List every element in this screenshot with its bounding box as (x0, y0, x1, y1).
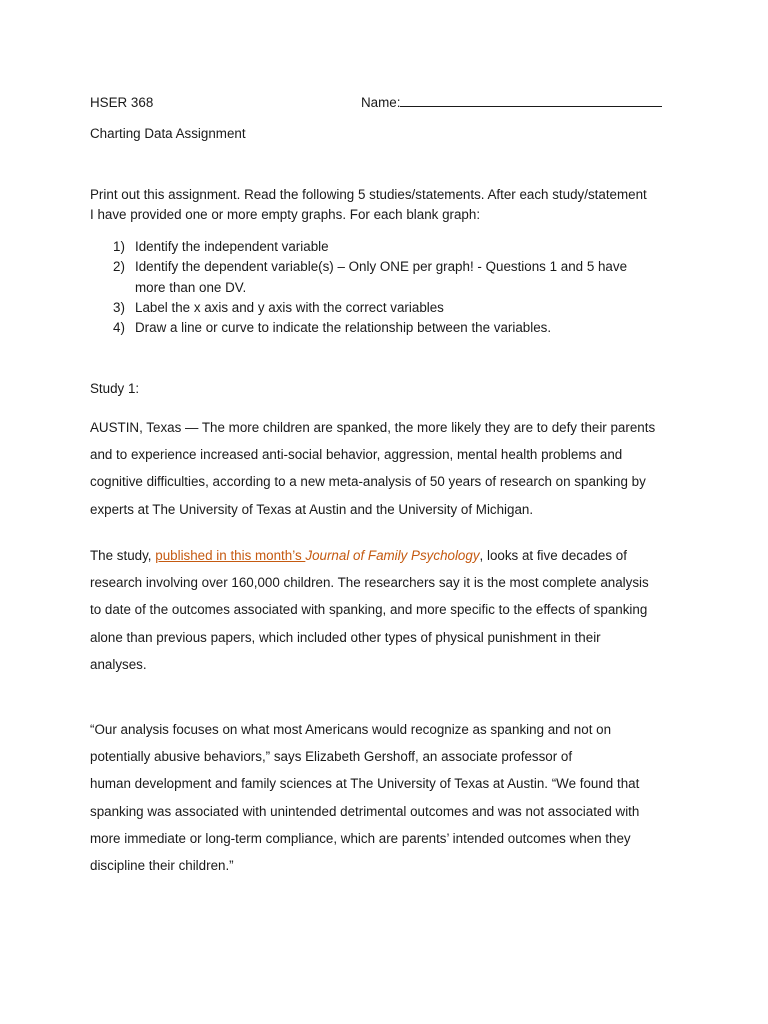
paragraph-line: spanking was associated with unintended detrimental outcomes and was not associated with (90, 803, 640, 819)
paragraph-line (90, 542, 690, 569)
paragraph-line: and to experience increased anti-social behavior, aggression, mental health problems and (90, 447, 623, 463)
paragraph-line: human development and family sciences at The University of Texas at Austin. “We found that (90, 776, 640, 792)
list-item (90, 237, 690, 257)
list-item (90, 257, 690, 298)
paragraph-line: alone than previous papers, which included other types of physical punishment in their (90, 629, 601, 645)
paragraph-line: more immediate or long-term compliance, which are parents’ intended outcomes when they (90, 830, 631, 846)
list-number: 4) (113, 320, 125, 336)
instructions-line-1: Print out this assignment. Read the following 5 studies/statements. After each study/statement (90, 187, 647, 202)
list-item (90, 318, 690, 338)
list-number: 3) (113, 299, 125, 315)
name-label: Name: (361, 95, 401, 110)
list-item-text: Draw a line or curve to indicate the relationship between the variables. (135, 320, 552, 336)
paragraph-line: cognitive difficulties, according to a new meta-analysis of 50 years of research on spanking by (90, 474, 646, 490)
paragraph-line: potentially abusive behaviors,” says Elizabeth Gershoff, an associate professor of (90, 749, 573, 765)
name-blank-line[interactable] (400, 94, 662, 107)
assignment-title: Charting Data Assignment (90, 126, 246, 141)
paragraph-line: experts at The University of Texas at Austin and the University of Michigan. (90, 501, 534, 517)
paragraph-suffix: , looks at five decades of (479, 548, 627, 563)
paragraph-line: research involving over 160,000 children. The researchers say it is the most complete analysis (90, 575, 649, 591)
list-item (90, 298, 690, 318)
study-paragraph-2 (90, 542, 690, 678)
list-item-text: Label the x axis and y axis with the correct variables (135, 299, 444, 315)
course-code: HSER 368 (90, 95, 154, 110)
paragraph-line: to date of the outcomes associated with spanking, and more specific to the effects of spanking (90, 602, 648, 618)
journal-title[interactable]: Journal of Family Psychology (305, 548, 480, 563)
study-paragraph-1 (90, 414, 690, 523)
list-item-text: more than one DV. (135, 279, 247, 295)
list-item-text: Identify the independent variable (135, 239, 329, 254)
journal-link[interactable] (155, 548, 305, 563)
paragraph-line: analyses. (90, 656, 147, 672)
list-number: 1) (113, 239, 125, 254)
paragraph-prefix: The study, (90, 548, 156, 563)
paragraph-line: AUSTIN, Texas — The more children are spanked, the more likely they are to defy their parents (90, 420, 656, 435)
study-paragraph-3 (90, 716, 690, 879)
instruction-list (90, 237, 690, 338)
study-heading: Study 1: (90, 381, 140, 396)
instructions-line-2: I have provided one or more empty graphs. For each blank graph: (90, 207, 481, 222)
paragraph-line: discipline their children.” (90, 858, 234, 874)
journal-link-text: published in this month’s (155, 548, 306, 563)
list-number: 2) (113, 259, 125, 275)
list-item-text: Identify the dependent variable(s) – Only ONE per graph! - Questions 1 and 5 have (135, 259, 628, 275)
paragraph-line: “Our analysis focuses on what most Americans would recognize as spanking and not on (90, 722, 612, 737)
name-field[interactable] (361, 94, 662, 112)
